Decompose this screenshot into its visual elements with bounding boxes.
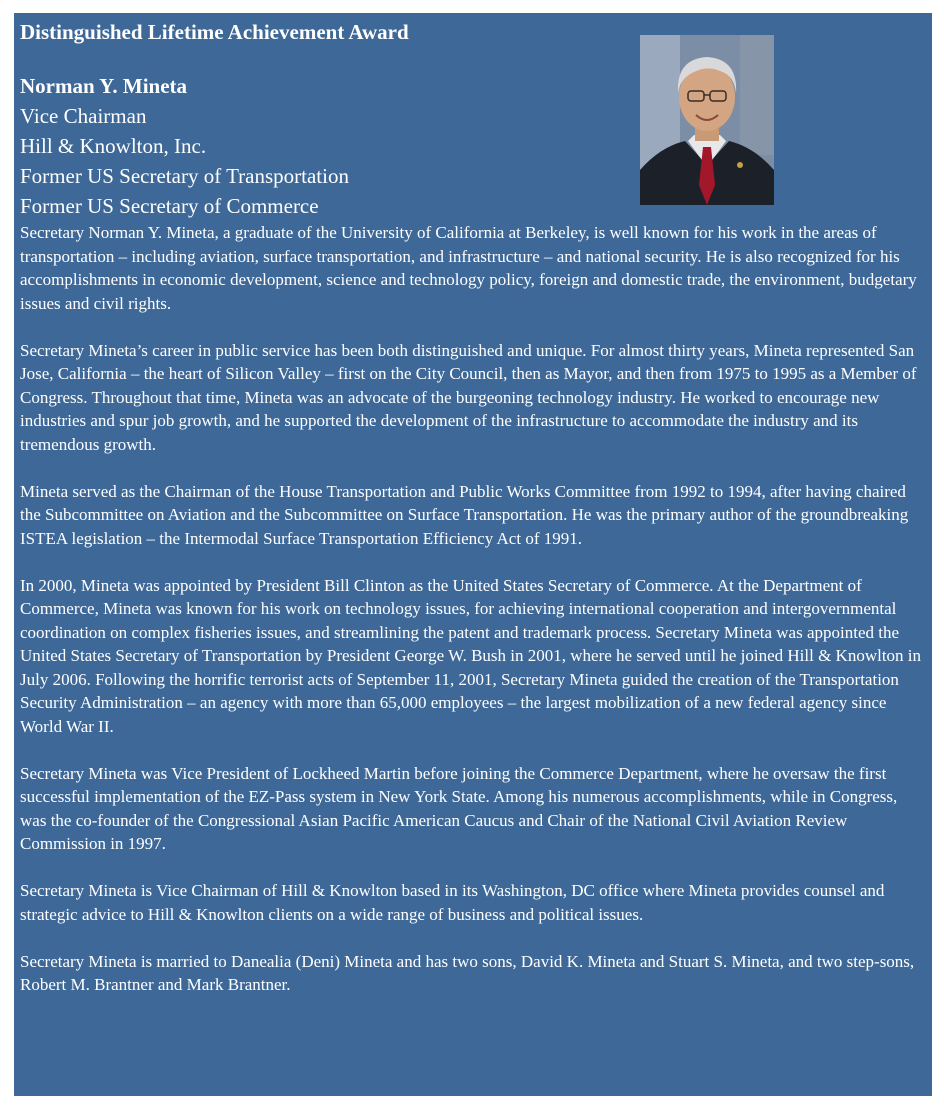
bio-paragraph-2: Secretary Mineta’s career in public service has been both distinguished and unique. For almost thirty years, Mineta represented San Jose, California – the heart of Silicon Valley – first on the City Council, then as Mayor, and then from 1975 to 1995 as a Member of Congress. Throughout that time, Mineta was an advocate of the burgeoning technology industry. He worked to encourage new industries and spur job growth, and he supported the development of the infrastructure to accommodate the industry and its tremendous growth. bbox=[20, 340, 917, 454]
honoree-title-2: Hill & Knowlton, Inc. bbox=[20, 134, 207, 158]
bio-paragraph-6: Secretary Mineta is Vice Chairman of Hill & Knowlton based in its Washington, DC office where Mineta provides counsel and strategic advice to Hill & Knowlton clients on a wide range of business and political issues. bbox=[20, 881, 885, 924]
bio-paragraph-3: Mineta served as the Chairman of the House Transportation and Public Works Committee from 1992 to 1994, after having chaired the Subcommittee on Aviation and the Subcommittee on Surface Transportation. He was the primary author of the groundbreaking ISTEA legislation – the Intermodal Surface Transportation Efficiency Act of 1991. bbox=[20, 481, 909, 548]
honoree-title-4: Former US Secretary of Commerce bbox=[20, 194, 319, 218]
honoree-title-3: Former US Secretary of Transportation bbox=[20, 164, 349, 188]
portrait-photo bbox=[640, 35, 774, 205]
bio-paragraph-4: In 2000, Mineta was appointed by President Bill Clinton as the United States Secretary of Commerce. At the Department of Commerce, Mineta was known for his work on technology issues, for achieving international cooperation and intergovernmental coordination on complex fisheries issues, and streamlining the patent and trademark process. Secretary Mineta was appointed the United States Secretary of Transportation by President George W. Bush in 2001, where he served until he joined Hill & Knowlton in July 2006. Following the horrific terrorist acts of September 11, 2001, Secretary Mineta guided the creation of the Transportation Security Administration – an agency with more than 65,000 employees – the largest mobilization of a new federal agency since World War II. bbox=[20, 575, 922, 736]
honoree-title-1: Vice Chairman bbox=[20, 104, 147, 128]
award-panel bbox=[14, 13, 932, 1096]
bio-paragraph-7: Secretary Mineta is married to Danealia (Deni) Mineta and has two sons, David K. Mineta and Stuart S. Mineta, and two step-sons, Robert M. Brantner and Mark Brantner. bbox=[20, 951, 915, 994]
honoree-name: Norman Y. Mineta bbox=[20, 74, 188, 98]
award-title: Distinguished Lifetime Achievement Award bbox=[20, 20, 409, 44]
bio-body bbox=[20, 221, 925, 997]
bio-paragraph-5: Secretary Mineta was Vice President of Lockheed Martin before joining the Commerce Department, where he oversaw the first successful implementation of the EZ-Pass system in New York State. Among his numerous accomplishments, while in Congress, was the co-founder of the Congressional Asian Pacific American Caucus and Chair of the National Civil Aviation Review Commission in 1997. bbox=[20, 763, 898, 853]
bio-paragraph-1: Secretary Norman Y. Mineta, a graduate of the University of California at Berkeley, is well known for his work in the areas of transportation – including aviation, surface transportation, and infrastructure – and national security. He is also recognized for his accomplishments in economic development, science and technology policy, foreign and domestic trade, the environment, budgetary issues and civil rights. bbox=[20, 223, 917, 313]
portrait-illustration bbox=[640, 35, 774, 205]
